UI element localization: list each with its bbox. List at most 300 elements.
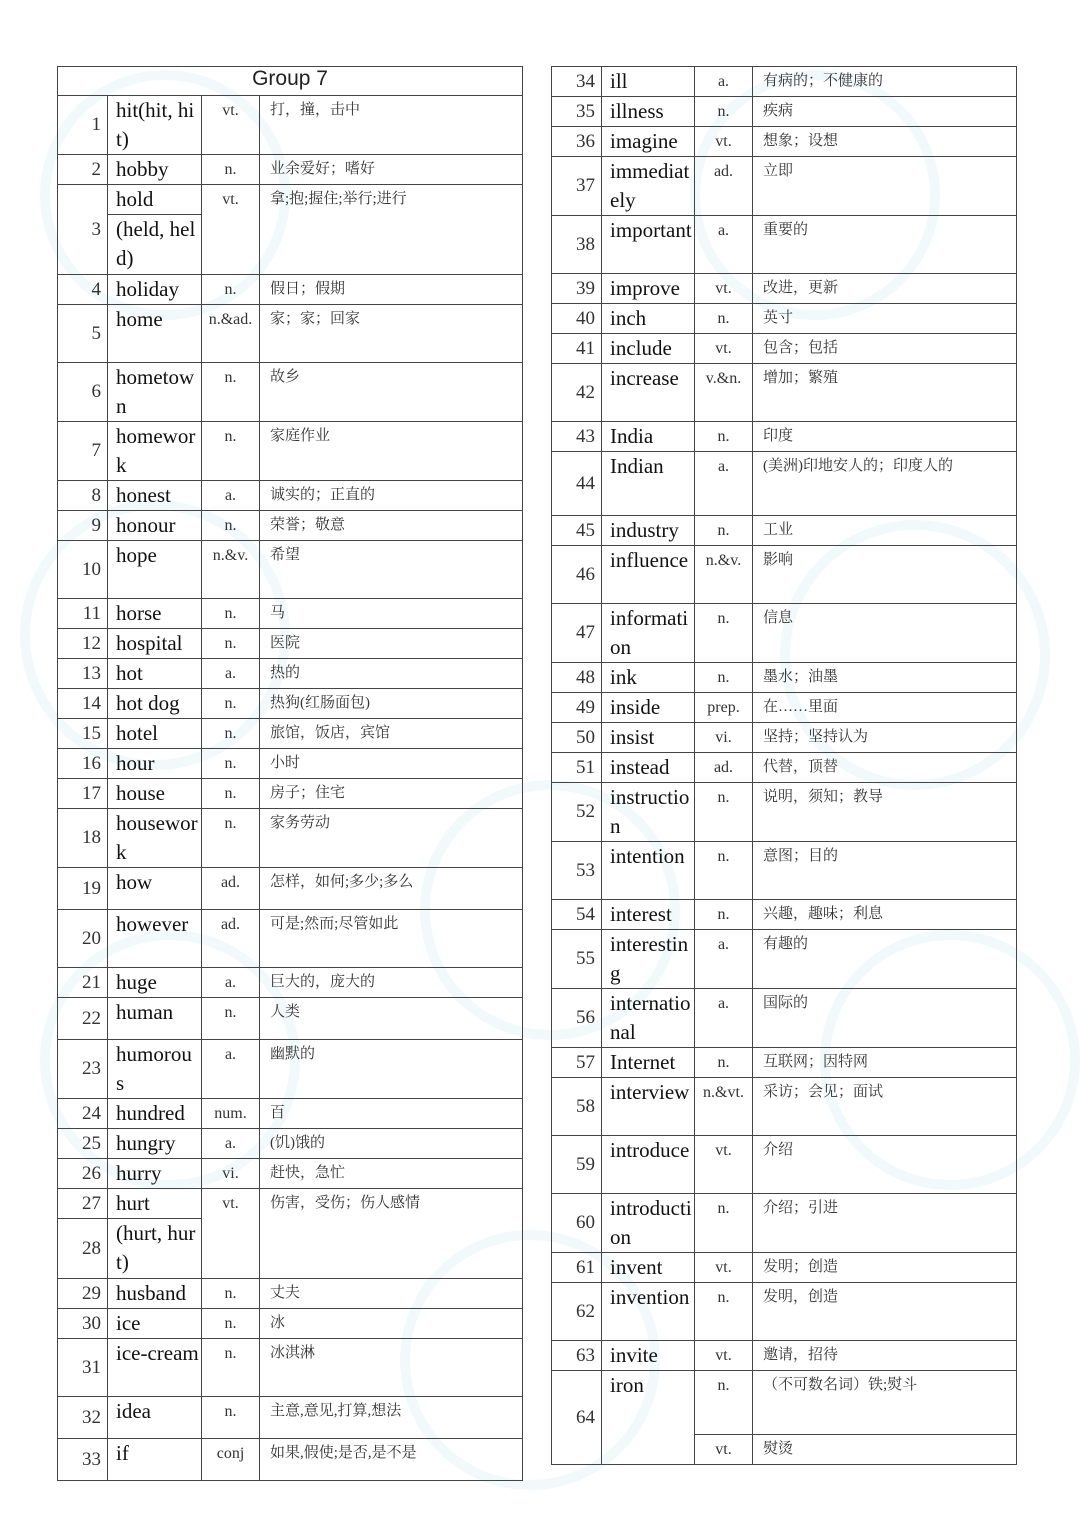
entry-number: 35 bbox=[552, 97, 602, 127]
entry-meaning: 印度 bbox=[753, 422, 1017, 452]
entry-number: 31 bbox=[58, 1339, 108, 1397]
table-row bbox=[552, 930, 1017, 989]
entry-number: 64 bbox=[552, 1371, 602, 1465]
entry-word: hotel bbox=[108, 719, 202, 749]
entry-meaning: 英寸 bbox=[753, 304, 1017, 334]
entry-part-of-speech: a. bbox=[202, 968, 260, 998]
entry-word: housework bbox=[108, 809, 202, 868]
entry-word: hot bbox=[108, 659, 202, 689]
table-row bbox=[552, 842, 1017, 900]
entry-number: 50 bbox=[552, 723, 602, 753]
entry-part-of-speech: ad. bbox=[695, 753, 753, 783]
entry-meaning: 希望 bbox=[260, 541, 523, 599]
entry-meaning: 假日；假期 bbox=[260, 275, 523, 305]
entry-word: honest bbox=[108, 481, 202, 511]
entry-meaning: 伤害，受伤；伤人感情 bbox=[260, 1189, 523, 1279]
table-row bbox=[552, 546, 1017, 604]
entry-word: international bbox=[602, 989, 695, 1048]
entry-meaning: （不可数名词）铁;熨斗 bbox=[753, 1371, 1017, 1435]
table-row bbox=[58, 1309, 523, 1339]
entry-meaning: 介绍；引进 bbox=[753, 1194, 1017, 1253]
entry-word: hundred bbox=[108, 1099, 202, 1129]
entry-word: hope bbox=[108, 541, 202, 599]
entry-number: 17 bbox=[58, 779, 108, 809]
entry-word: hometown bbox=[108, 363, 202, 422]
entry-meaning: 如果,假使;是否,是不是 bbox=[260, 1439, 523, 1481]
entry-part-of-speech: num. bbox=[202, 1099, 260, 1129]
table-row bbox=[552, 1048, 1017, 1078]
entry-part-of-speech: n. bbox=[695, 663, 753, 693]
entry-word: immediately bbox=[602, 157, 695, 216]
entry-meaning: 互联网；因特网 bbox=[753, 1048, 1017, 1078]
entry-word: instruction bbox=[602, 783, 695, 842]
entry-word: hit(hit, hit) bbox=[108, 96, 202, 155]
entry-number: 30 bbox=[58, 1309, 108, 1339]
entry-part-of-speech: n. bbox=[695, 783, 753, 842]
entry-number: 37 bbox=[552, 157, 602, 216]
table-row bbox=[58, 1129, 523, 1159]
entry-word: honour bbox=[108, 511, 202, 541]
entry-meaning: 热的 bbox=[260, 659, 523, 689]
entry-number: 48 bbox=[552, 663, 602, 693]
entry-part-of-speech: a. bbox=[202, 659, 260, 689]
entry-meaning: 房子；住宅 bbox=[260, 779, 523, 809]
entry-number: 5 bbox=[58, 305, 108, 363]
entry-number: 58 bbox=[552, 1078, 602, 1136]
table-row bbox=[58, 998, 523, 1040]
entry-meaning: 故乡 bbox=[260, 363, 523, 422]
entry-number: 19 bbox=[58, 868, 108, 910]
entry-part-of-speech: vi. bbox=[202, 1159, 260, 1189]
table-row bbox=[552, 1078, 1017, 1136]
table-row bbox=[58, 96, 523, 155]
entry-part-of-speech: n. bbox=[202, 779, 260, 809]
entry-word: India bbox=[602, 422, 695, 452]
entry-word: holiday bbox=[108, 275, 202, 305]
table-row bbox=[552, 604, 1017, 663]
table-row bbox=[58, 659, 523, 689]
entry-number: 7 bbox=[58, 422, 108, 481]
entry-number: 29 bbox=[58, 1279, 108, 1309]
entry-part-of-speech: vt. bbox=[202, 185, 260, 275]
entry-meaning: 兴趣，趣味；利息 bbox=[753, 900, 1017, 930]
entry-word: interest bbox=[602, 900, 695, 930]
entry-part-of-speech: n. bbox=[202, 629, 260, 659]
entry-number: 46 bbox=[552, 546, 602, 604]
table-row bbox=[58, 1099, 523, 1129]
table-row bbox=[58, 1040, 523, 1099]
table-row bbox=[58, 1279, 523, 1309]
entry-word: hobby bbox=[108, 155, 202, 185]
entry-word: ice-cream bbox=[108, 1339, 202, 1397]
table-row bbox=[552, 1371, 1017, 1435]
entry-number: 59 bbox=[552, 1136, 602, 1194]
entry-number: 4 bbox=[58, 275, 108, 305]
entry-word: ice bbox=[108, 1309, 202, 1339]
entry-number: 25 bbox=[58, 1129, 108, 1159]
entry-word: instead bbox=[602, 753, 695, 783]
entry-meaning: 说明，须知；教导 bbox=[753, 783, 1017, 842]
entry-meaning: 有趣的 bbox=[753, 930, 1017, 989]
entry-word: influence bbox=[602, 546, 695, 604]
entry-part-of-speech: n. bbox=[202, 1397, 260, 1439]
table-row bbox=[552, 1341, 1017, 1371]
entry-part-of-speech: n. bbox=[202, 1339, 260, 1397]
table-row bbox=[552, 304, 1017, 334]
entry-word: interview bbox=[602, 1078, 695, 1136]
entry-number: 62 bbox=[552, 1283, 602, 1341]
vocab-table-right bbox=[551, 66, 1017, 1465]
entry-number: 43 bbox=[552, 422, 602, 452]
entry-meaning: 诚实的；正直的 bbox=[260, 481, 523, 511]
table-row bbox=[58, 1339, 523, 1397]
table-row bbox=[552, 216, 1017, 274]
entry-part-of-speech: n. bbox=[202, 599, 260, 629]
entry-part-of-speech: vt. bbox=[695, 274, 753, 304]
entry-part-of-speech: n. bbox=[202, 363, 260, 422]
entry-meaning: 家务劳动 bbox=[260, 809, 523, 868]
entry-meaning: 马 bbox=[260, 599, 523, 629]
entry-part-of-speech: vi. bbox=[695, 723, 753, 753]
entry-meaning: (饥)饿的 bbox=[260, 1129, 523, 1159]
entry-number: 14 bbox=[58, 689, 108, 719]
entry-meaning: 怎样，如何;多少;多么 bbox=[260, 868, 523, 910]
table-row bbox=[58, 719, 523, 749]
entry-part-of-speech: n. bbox=[695, 1048, 753, 1078]
table-row bbox=[58, 185, 523, 215]
table-row bbox=[58, 155, 523, 185]
entry-part-of-speech: n. bbox=[202, 809, 260, 868]
entry-meaning: (美洲)印地安人的；印度人的 bbox=[753, 452, 1017, 516]
table-row bbox=[552, 1253, 1017, 1283]
entry-part-of-speech: n. bbox=[202, 689, 260, 719]
table-row bbox=[58, 511, 523, 541]
entry-meaning: 热狗(红肠面包) bbox=[260, 689, 523, 719]
entry-part-of-speech: vt. bbox=[695, 1341, 753, 1371]
table-row bbox=[552, 67, 1017, 97]
entry-meaning: 想象；设想 bbox=[753, 127, 1017, 157]
entry-number: 41 bbox=[552, 334, 602, 364]
table-row bbox=[58, 968, 523, 998]
table-row bbox=[552, 753, 1017, 783]
vocab-table-left bbox=[57, 66, 523, 1481]
entry-word: horse bbox=[108, 599, 202, 629]
table-row bbox=[552, 274, 1017, 304]
entry-meaning: 可是;然而;尽管如此 bbox=[260, 910, 523, 968]
entry-word: introduction bbox=[602, 1194, 695, 1253]
entry-number: 15 bbox=[58, 719, 108, 749]
entry-number: 33 bbox=[58, 1439, 108, 1481]
table-row bbox=[552, 127, 1017, 157]
entry-word: important bbox=[602, 216, 695, 274]
entry-meaning: 重要的 bbox=[753, 216, 1017, 274]
entry-meaning: 荣誉；敬意 bbox=[260, 511, 523, 541]
entry-meaning: 发明；创造 bbox=[753, 1253, 1017, 1283]
entry-word: illness bbox=[602, 97, 695, 127]
entry-word: however bbox=[108, 910, 202, 968]
table-row bbox=[552, 157, 1017, 216]
entry-word: insist bbox=[602, 723, 695, 753]
entry-number: 40 bbox=[552, 304, 602, 334]
table-row bbox=[552, 723, 1017, 753]
entry-number: 9 bbox=[58, 511, 108, 541]
entry-number: 6 bbox=[58, 363, 108, 422]
table-row bbox=[552, 989, 1017, 1048]
entry-word: imagine bbox=[602, 127, 695, 157]
entry-part-of-speech: n. bbox=[695, 516, 753, 546]
entry-number: 2 bbox=[58, 155, 108, 185]
table-row bbox=[552, 97, 1017, 127]
table-row bbox=[58, 868, 523, 910]
entry-part-of-speech: n. bbox=[695, 304, 753, 334]
entry-part-of-speech: v.&n. bbox=[695, 364, 753, 422]
entry-meaning: 信息 bbox=[753, 604, 1017, 663]
entry-word: intention bbox=[602, 842, 695, 900]
entry-part-of-speech: n. bbox=[695, 604, 753, 663]
entry-part-of-speech: conj bbox=[202, 1439, 260, 1481]
entry-number: 51 bbox=[552, 753, 602, 783]
entry-part-of-speech: a. bbox=[202, 1129, 260, 1159]
entry-word: increase bbox=[602, 364, 695, 422]
entry-meaning: 代替，顶替 bbox=[753, 753, 1017, 783]
entry-part-of-speech: ad. bbox=[202, 868, 260, 910]
entry-number: 52 bbox=[552, 783, 602, 842]
entry-meaning: 人类 bbox=[260, 998, 523, 1040]
entry-meaning: 冰 bbox=[260, 1309, 523, 1339]
entry-word: interesting bbox=[602, 930, 695, 989]
entry-part-of-speech: n. bbox=[202, 275, 260, 305]
entry-meaning: 业余爱好；嗜好 bbox=[260, 155, 523, 185]
entry-number: 22 bbox=[58, 998, 108, 1040]
entry-word: human bbox=[108, 998, 202, 1040]
entry-word: if bbox=[108, 1439, 202, 1481]
entry-word: husband bbox=[108, 1279, 202, 1309]
entry-part-of-speech: a. bbox=[695, 452, 753, 516]
table-row bbox=[58, 1189, 523, 1219]
entry-part-of-speech: vt. bbox=[695, 127, 753, 157]
entry-meaning: 熨烫 bbox=[753, 1435, 1017, 1465]
entry-part-of-speech: n. bbox=[695, 422, 753, 452]
entry-number: 38 bbox=[552, 216, 602, 274]
entry-meaning: 工业 bbox=[753, 516, 1017, 546]
table-row bbox=[58, 541, 523, 599]
entry-number: 13 bbox=[58, 659, 108, 689]
table-row bbox=[58, 779, 523, 809]
entry-part-of-speech: n. bbox=[202, 998, 260, 1040]
entry-number: 56 bbox=[552, 989, 602, 1048]
table-row bbox=[58, 363, 523, 422]
entry-word: improve bbox=[602, 274, 695, 304]
table-row bbox=[552, 1283, 1017, 1341]
entry-meaning: 打，撞，击中 bbox=[260, 96, 523, 155]
entry-word: ink bbox=[602, 663, 695, 693]
table-row bbox=[552, 663, 1017, 693]
entry-meaning: 介绍 bbox=[753, 1136, 1017, 1194]
entry-meaning: 医院 bbox=[260, 629, 523, 659]
entry-part-of-speech: vt. bbox=[202, 1189, 260, 1279]
entry-number: 45 bbox=[552, 516, 602, 546]
entry-number: 26 bbox=[58, 1159, 108, 1189]
entry-meaning: 丈夫 bbox=[260, 1279, 523, 1309]
entry-word: hold bbox=[108, 185, 202, 215]
table-row bbox=[58, 1439, 523, 1481]
entry-number: 61 bbox=[552, 1253, 602, 1283]
entry-part-of-speech: vt. bbox=[202, 96, 260, 155]
entry-part-of-speech: n. bbox=[695, 900, 753, 930]
entry-word: homework bbox=[108, 422, 202, 481]
entry-word: huge bbox=[108, 968, 202, 998]
entry-number: 27 bbox=[58, 1189, 108, 1219]
entry-number: 10 bbox=[58, 541, 108, 599]
entry-meaning: 增加；繁殖 bbox=[753, 364, 1017, 422]
entry-part-of-speech: n.&ad. bbox=[202, 305, 260, 363]
entry-meaning: 有病的；不健康的 bbox=[753, 67, 1017, 97]
entry-meaning: 赶快，急忙 bbox=[260, 1159, 523, 1189]
entry-meaning: 邀请，招待 bbox=[753, 1341, 1017, 1371]
entry-word: invention bbox=[602, 1283, 695, 1341]
entry-word: hurt bbox=[108, 1189, 202, 1219]
entry-number: 24 bbox=[58, 1099, 108, 1129]
entry-number: 23 bbox=[58, 1040, 108, 1099]
entry-word: home bbox=[108, 305, 202, 363]
table-row bbox=[58, 305, 523, 363]
table-row bbox=[552, 1194, 1017, 1253]
entry-meaning: 拿;抱;握住;举行;进行 bbox=[260, 185, 523, 275]
entry-word: Internet bbox=[602, 1048, 695, 1078]
entry-word: introduce bbox=[602, 1136, 695, 1194]
table-row bbox=[58, 1397, 523, 1439]
table-row bbox=[552, 783, 1017, 842]
entry-meaning: 改进，更新 bbox=[753, 274, 1017, 304]
entry-number: 57 bbox=[552, 1048, 602, 1078]
table-row bbox=[552, 452, 1017, 516]
entry-part-of-speech: n. bbox=[695, 842, 753, 900]
entry-part-of-speech: prep. bbox=[695, 693, 753, 723]
entry-number: 63 bbox=[552, 1341, 602, 1371]
entry-meaning: 冰淇淋 bbox=[260, 1339, 523, 1397]
group-title: Group 7 bbox=[58, 67, 523, 96]
entry-number: 3 bbox=[58, 185, 108, 275]
entry-part-of-speech: n. bbox=[202, 719, 260, 749]
entry-number: 28 bbox=[58, 1219, 108, 1279]
entry-meaning: 国际的 bbox=[753, 989, 1017, 1048]
entry-meaning: 立即 bbox=[753, 157, 1017, 216]
entry-part-of-speech: a. bbox=[202, 1040, 260, 1099]
entry-word: industry bbox=[602, 516, 695, 546]
entry-part-of-speech: n. bbox=[202, 511, 260, 541]
entry-meaning: 小时 bbox=[260, 749, 523, 779]
entry-part-of-speech: ad. bbox=[695, 157, 753, 216]
entry-number: 42 bbox=[552, 364, 602, 422]
entry-part-of-speech: n. bbox=[202, 749, 260, 779]
entry-number: 12 bbox=[58, 629, 108, 659]
entry-meaning: 巨大的，庞大的 bbox=[260, 968, 523, 998]
entry-number: 53 bbox=[552, 842, 602, 900]
table-row bbox=[58, 1159, 523, 1189]
entry-number: 20 bbox=[58, 910, 108, 968]
entry-word: information bbox=[602, 604, 695, 663]
entry-number: 39 bbox=[552, 274, 602, 304]
entry-word: hungry bbox=[108, 1129, 202, 1159]
entry-meaning: 包含；包括 bbox=[753, 334, 1017, 364]
table-row bbox=[552, 1136, 1017, 1194]
entry-meaning: 家庭作业 bbox=[260, 422, 523, 481]
entry-number: 49 bbox=[552, 693, 602, 723]
entry-meaning: 采访；会见；面试 bbox=[753, 1078, 1017, 1136]
entry-word: hurry bbox=[108, 1159, 202, 1189]
table-row bbox=[58, 422, 523, 481]
entry-meaning: 墨水；油墨 bbox=[753, 663, 1017, 693]
entry-meaning: 发明，创造 bbox=[753, 1283, 1017, 1341]
entry-part-of-speech: n. bbox=[202, 155, 260, 185]
entry-number: 32 bbox=[58, 1397, 108, 1439]
entry-number: 54 bbox=[552, 900, 602, 930]
table-row bbox=[58, 481, 523, 511]
entry-number: 16 bbox=[58, 749, 108, 779]
entry-number: 47 bbox=[552, 604, 602, 663]
entry-number: 11 bbox=[58, 599, 108, 629]
entry-word: Indian bbox=[602, 452, 695, 516]
entry-word: include bbox=[602, 334, 695, 364]
table-row bbox=[552, 900, 1017, 930]
entry-part-of-speech: n. bbox=[202, 422, 260, 481]
table-row bbox=[58, 599, 523, 629]
table-row bbox=[58, 749, 523, 779]
entry-meaning: 百 bbox=[260, 1099, 523, 1129]
entry-part-of-speech: vt. bbox=[695, 1136, 753, 1194]
entry-number: 44 bbox=[552, 452, 602, 516]
entry-number: 60 bbox=[552, 1194, 602, 1253]
entry-meaning: 坚持；坚持认为 bbox=[753, 723, 1017, 753]
entry-part-of-speech: n. bbox=[202, 1309, 260, 1339]
entry-part-of-speech: a. bbox=[202, 481, 260, 511]
entry-part-of-speech: vt. bbox=[695, 1253, 753, 1283]
entry-word: house bbox=[108, 779, 202, 809]
entry-word: inch bbox=[602, 304, 695, 334]
entry-part-of-speech: n. bbox=[695, 1283, 753, 1341]
entry-number: 18 bbox=[58, 809, 108, 868]
entry-word: humorous bbox=[108, 1040, 202, 1099]
table-row bbox=[552, 693, 1017, 723]
entry-word: invite bbox=[602, 1341, 695, 1371]
entry-word: how bbox=[108, 868, 202, 910]
entry-number: 36 bbox=[552, 127, 602, 157]
table-row bbox=[552, 364, 1017, 422]
entry-part-of-speech: a. bbox=[695, 989, 753, 1048]
entry-part-of-speech: ad. bbox=[202, 910, 260, 968]
entry-number: 21 bbox=[58, 968, 108, 998]
entry-number: 55 bbox=[552, 930, 602, 989]
entry-part-of-speech: n. bbox=[202, 1279, 260, 1309]
entry-part-of-speech: vt. bbox=[695, 334, 753, 364]
table-row bbox=[58, 629, 523, 659]
entry-meaning: 幽默的 bbox=[260, 1040, 523, 1099]
entry-meaning: 意图；目的 bbox=[753, 842, 1017, 900]
entry-word: hot dog bbox=[108, 689, 202, 719]
entry-part-of-speech: n. bbox=[695, 1371, 753, 1435]
entry-word: iron bbox=[602, 1371, 695, 1465]
table-row bbox=[58, 809, 523, 868]
entry-part-of-speech: n.&vt. bbox=[695, 1078, 753, 1136]
entry-number: 1 bbox=[58, 96, 108, 155]
entry-word: (hurt, hurt) bbox=[108, 1219, 202, 1279]
entry-part-of-speech: n.&v. bbox=[202, 541, 260, 599]
entry-number: 34 bbox=[552, 67, 602, 97]
table-row bbox=[552, 422, 1017, 452]
entry-meaning: 家；家；回家 bbox=[260, 305, 523, 363]
entry-word: (held, held) bbox=[108, 215, 202, 275]
entry-meaning: 疾病 bbox=[753, 97, 1017, 127]
